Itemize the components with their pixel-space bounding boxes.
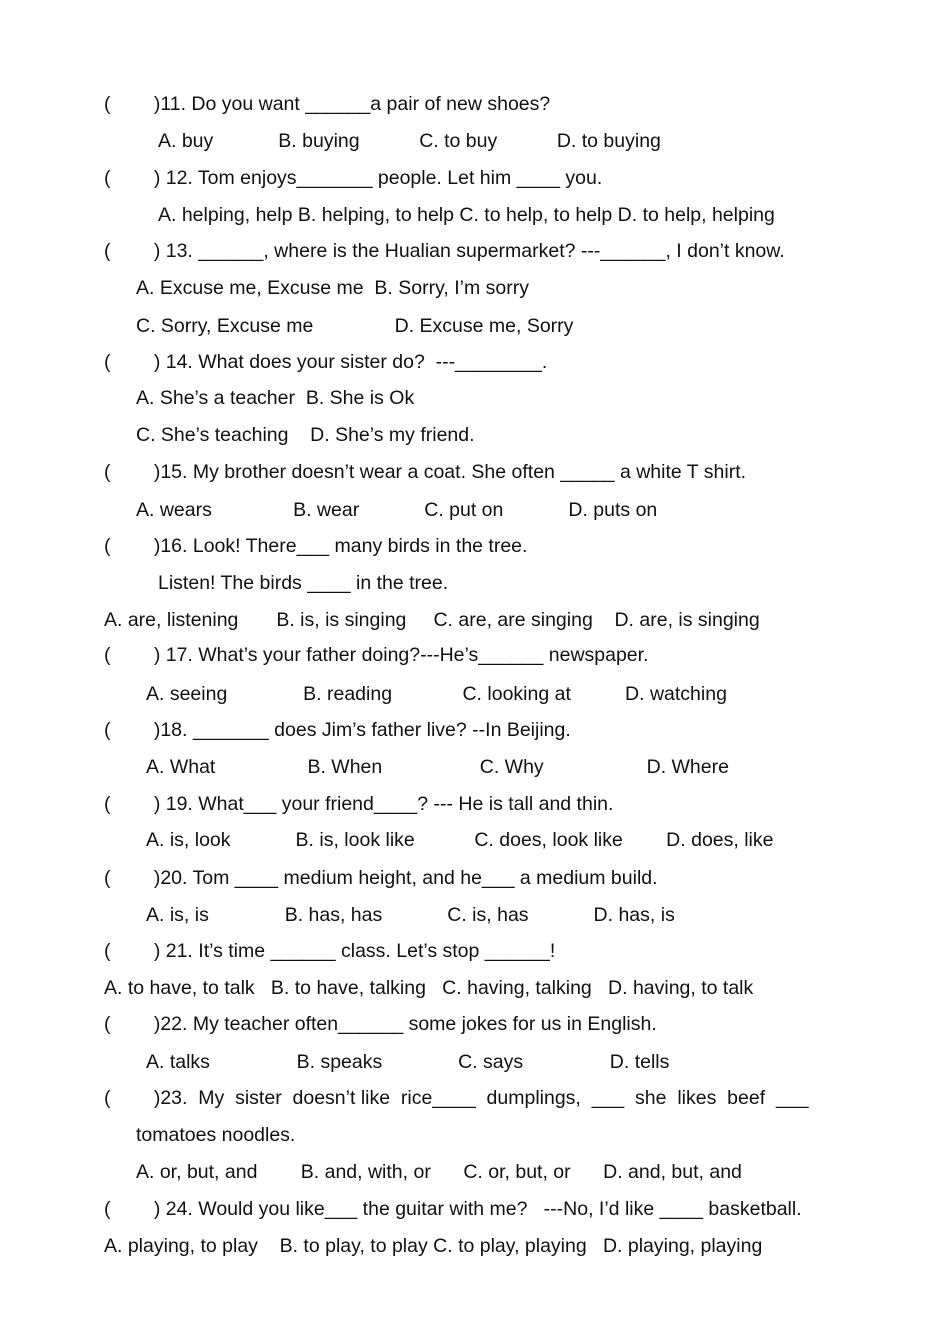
question-13-options: A. Excuse me, Excuse me B. Sorry, I’m sorry	[136, 277, 529, 299]
question-18-stem: ( )18. _______ does Jim’s father live? --In Beijing.	[104, 719, 571, 741]
question-16-options: A. are, listening B. is, is singing C. are, are singing D. are, is singing	[104, 609, 760, 631]
question-24-options: A. playing, to play B. to play, to play C. to play, playing D. playing, playing	[104, 1235, 763, 1257]
question-17-stem: ( ) 17. What’s your father doing?---He’s______ newspaper.	[104, 644, 649, 666]
question-22-options: A. talks B. speaks C. says D. tells	[146, 1051, 670, 1073]
question-11-options: A. buy B. buying C. to buy D. to buying	[158, 130, 661, 152]
question-19-stem: ( ) 19. What___ your friend____? --- He is tall and thin.	[104, 793, 614, 815]
question-12-stem: ( ) 12. Tom enjoys_______ people. Let him ____ you.	[104, 167, 603, 189]
question-21-stem: ( ) 21. It’s time ______ class. Let’s stop ______!	[104, 940, 556, 962]
question-17-options: A. seeing B. reading C. looking at D. watching	[146, 683, 727, 705]
question-23-options: tomatoes noodles.	[136, 1124, 296, 1146]
question-16-stem: ( )16. Look! There___ many birds in the tree.	[104, 535, 528, 557]
question-13-options: C. Sorry, Excuse me D. Excuse me, Sorry	[136, 315, 574, 337]
question-18-options: A. What B. When C. Why D. Where	[146, 756, 729, 778]
question-14-options: C. She’s teaching D. She’s my friend.	[136, 424, 475, 446]
question-20-stem: ( )20. Tom ____ medium height, and he___ a medium build.	[104, 867, 658, 889]
question-24-stem: ( ) 24. Would you like___ the guitar with me? ---No, I’d like ____ basketball.	[104, 1198, 802, 1220]
question-15-stem: ( )15. My brother doesn’t wear a coat. She often _____ a white T shirt.	[104, 461, 747, 483]
question-19-options: A. is, look B. is, look like C. does, look like D. does, like	[146, 829, 774, 851]
question-15-options: A. wears B. wear C. put on D. puts on	[136, 499, 658, 521]
question-12-options: A. helping, help B. helping, to help C. to help, to help D. to help, helping	[158, 204, 775, 226]
question-11-stem: ( )11. Do you want ______a pair of new shoes?	[104, 93, 551, 115]
question-23-options: A. or, but, and B. and, with, or C. or, but, or D. and, but, and	[136, 1161, 742, 1183]
question-16-options: Listen! The birds ____ in the tree.	[158, 572, 449, 594]
question-21-options: A. to have, to talk B. to have, talking C. having, talking D. having, to talk	[104, 977, 754, 999]
question-13-stem: ( ) 13. ______, where is the Hualian supermarket? ---______, I don’t know.	[104, 240, 785, 262]
question-14-options: A. She’s a teacher B. She is Ok	[136, 387, 415, 409]
question-14-stem: ( ) 14. What does your sister do? ---________.	[104, 351, 548, 373]
question-20-options: A. is, is B. has, has C. is, has D. has, is	[146, 904, 675, 926]
question-22-stem: ( )22. My teacher often______ some jokes for us in English.	[104, 1013, 657, 1035]
question-23-stem: ( )23. My sister doesn’t like rice____ dumplings, ___ she likes beef ___	[104, 1087, 809, 1109]
